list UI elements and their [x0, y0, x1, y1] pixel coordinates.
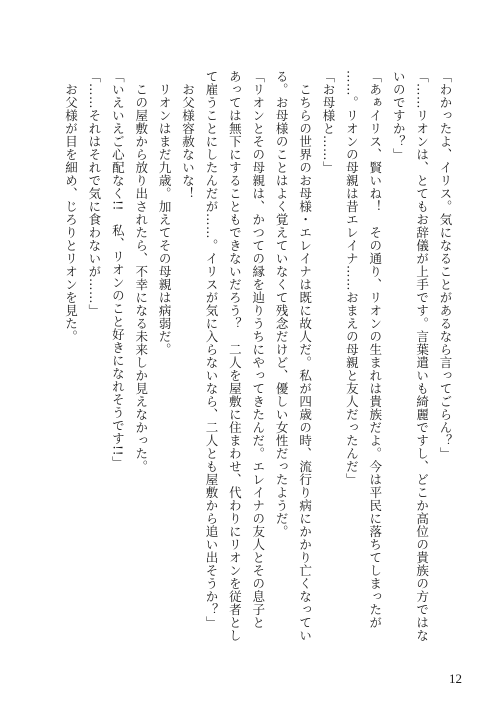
text-line: 「いえいえご心配なく!! 私、リオンのこと好きになれそうです!!」 [110, 70, 126, 470]
text-line: 「あぁイリス、賢いね！ その通り、リオンの生まれは貴族だよ。今は平民に落ちてしまったが [367, 70, 383, 629]
text-line: 「リオンとその母親は、かつての縁を辿りうちにやってきたんだ。エレイナの友人とその息子と [250, 70, 266, 629]
text-line: 「お母様と……」 [320, 70, 336, 174]
text-line: て雇うことにしたんだが……。イリスが気に入らないなら、二人とも屋敷から追い出そうか？」 [203, 70, 219, 629]
text-line: お父様容赦ないな！ [180, 70, 196, 200]
text-line: 「……それはそれで気に食わないが……」 [86, 70, 102, 317]
text-line: 「……リオンは、とてもお辞儀が上手です。言葉遣いも綺麗ですし、どこか高位の貴族の方ではな [414, 70, 430, 642]
text-line: ……。リオンの母親は昔エレイナ……おまえの母親と友人だったんだ」 [344, 70, 360, 486]
vertical-text-body [37, 70, 457, 655]
text-line: こちらの世界のお母様・エレイナは既に故人だ。私が四歳の時、流行り病にかかり亡くなってい [297, 70, 313, 642]
text-line: る。お母様のことはよく覚えていなくて残念だけど、優しい女性だったようだ。 [274, 70, 290, 538]
page-number: 12 [449, 671, 462, 686]
text-line: リオンはまだ九歳。加えてその母親は病弱だ。 [157, 70, 173, 356]
text-line: この屋敷から放り出されたら、不幸になる未来しか見えなかった。 [133, 70, 149, 473]
text-line: お父様が目を細め、じろりとリオンを見た。 [63, 70, 79, 343]
text-line: 「わかったよ、イリス。気になることがあるなら言ってごらん？」 [438, 70, 453, 460]
text-line: あっては無下にすることもできないだろう？ 二人を屋敷に住まわせ、代わりにリオンを従者とし [227, 70, 243, 642]
text-line: いのですか？」 [391, 70, 407, 161]
